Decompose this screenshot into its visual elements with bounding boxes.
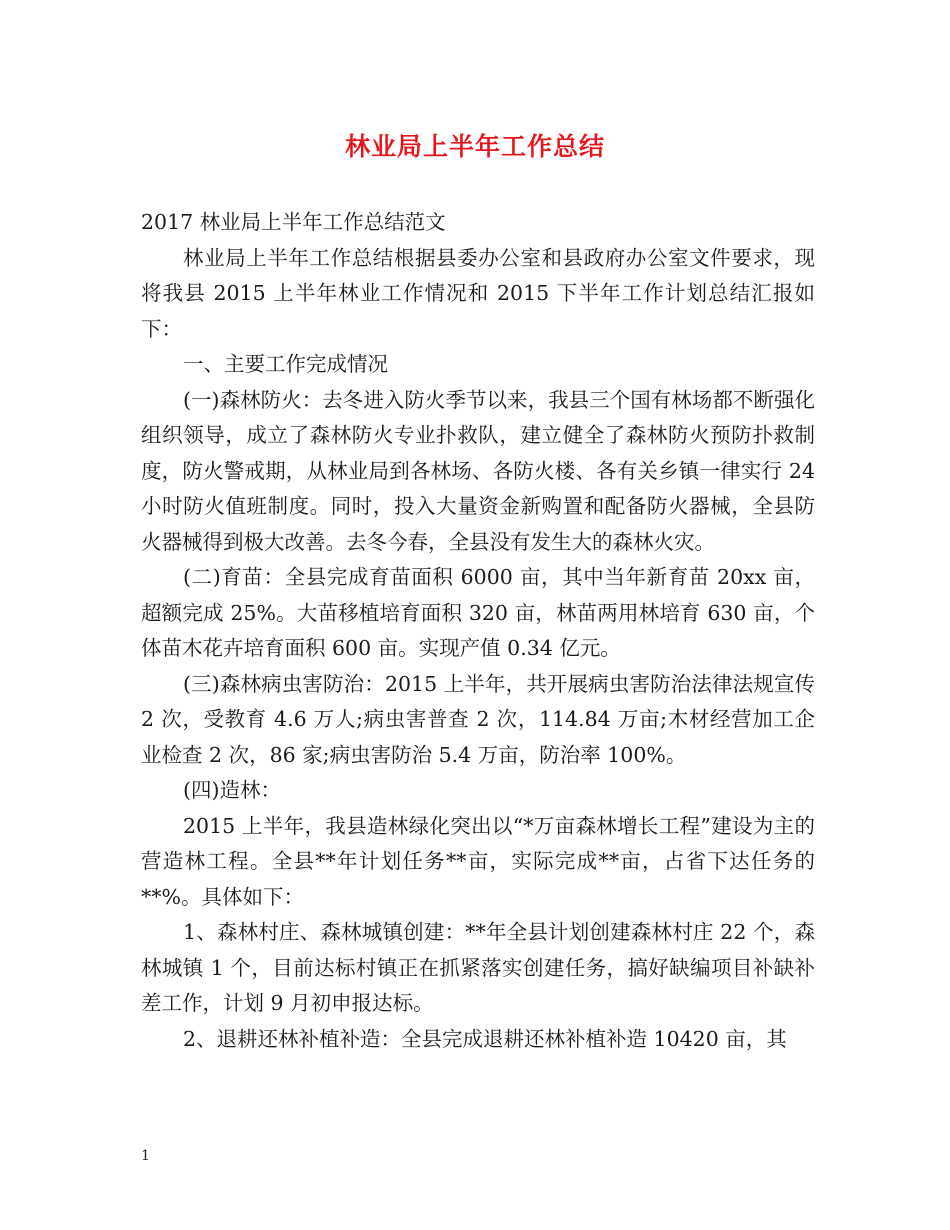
forest-village-paragraph: 1、森林村庄、森林城镇创建：**年全县计划创建森林村庄 22 个，森林城镇 1 个，目前达标村镇正在抓紧落实创建任务，搞好缺编项目补缺补差工作，计划 9 月初申报达标。 — [141, 920, 815, 1015]
document-title: 林业局上半年工作总结 — [344, 132, 605, 161]
afforestation-paragraph: 2015 上半年，我县造林绿化突出以“*万亩森林增长工程”建设为主的营造林工程。全县**年计划任务**亩，实际完成**亩，占省下达任务的**%。具体如下： — [141, 813, 815, 909]
subtitle-paragraph: 2017 林业局上半年工作总结范文 — [141, 210, 446, 234]
section-heading: 一、主要工作完成情况 — [183, 352, 388, 376]
intro-paragraph: 林业局上半年工作总结根据县委办公室和县政府办公室文件要求，现将我县 2015 上半年林业工作情况和 2015 下半年工作计划总结汇报如下： — [141, 245, 815, 341]
fire-prevention-paragraph: (一)森林防火：去冬进入防火季节以来，我县三个国有林场都不断强化组织领导，成立了森林防火专业扑救队，建立健全了森林防火预防扑救制度，防火警戒期，从林业局到各林场、各防火楼、各有关乡镇一律实行 24 小时防火值班制度。同时，投入大量资金新购置和配备防火器械，全县防火器械得到极大改善。去冬今春，全县没有发生大的森林火灾。 — [141, 387, 815, 554]
document-body — [141, 205, 815, 1057]
reforestation-paragraph: 2、退耕还林补植补造：全县完成退耕还林补植补造 10420 亩，其 — [183, 1026, 787, 1051]
page-number: 1 — [141, 1148, 150, 1164]
nursery-paragraph: (二)育苗：全县完成育苗面积 6000 亩，其中当年新育苗 20xx 亩，超额完成 25%。大苗移植培育面积 320 亩，林苗两用林培育 630 亩，个体苗木花卉培育面积 600 亩。实现产值 0.34 亿元。 — [141, 565, 815, 660]
afforestation-heading: (四)造林： — [183, 778, 281, 802]
pest-control-paragraph: (三)森林病虫害防治：2015 上半年，共开展病虫害防治法律法规宣传 2 次，受教育 4.6 万人;病虫害普查 2 次，114.84 万亩;木材经营加工企业检查 2 次，86 家;病虫害防治 5.4 万亩，防治率 100%。 — [141, 671, 815, 767]
